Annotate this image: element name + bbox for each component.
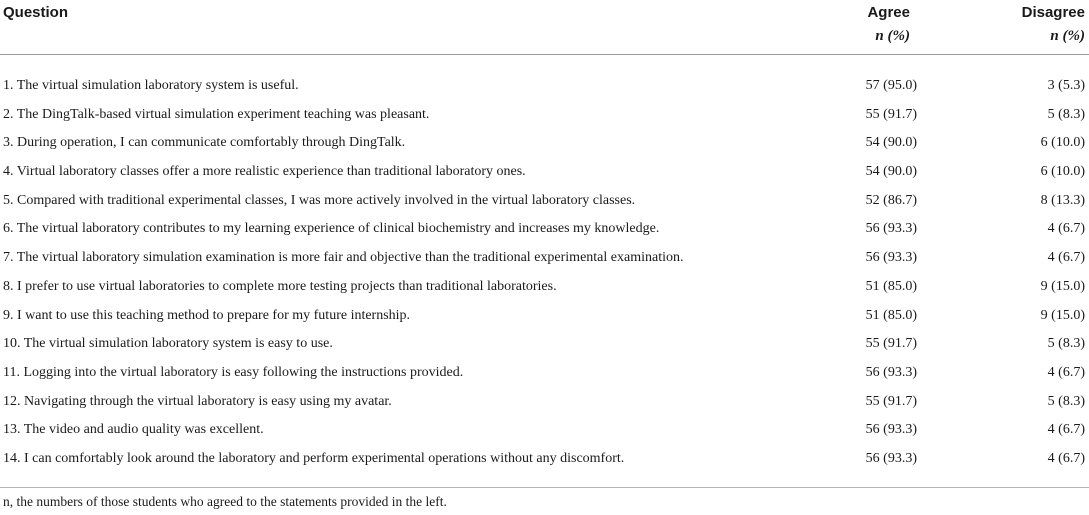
question-cell: 13. The video and audio quality was excellent. xyxy=(3,422,264,438)
question-cell: 1. The virtual simulation laboratory system is useful. xyxy=(3,78,299,93)
table-row xyxy=(0,302,1089,331)
header-agree: Agree xyxy=(867,4,910,21)
question-cell: 2. The DingTalk-based virtual simulation experiment teaching was pleasant. xyxy=(3,106,430,122)
question-cell: 12. Navigating through the virtual laboratory is easy using my avatar. xyxy=(3,393,392,409)
agree-cell: 51 (85.0) xyxy=(865,307,917,323)
agree-cell: 56 (93.3) xyxy=(865,364,917,380)
disagree-cell: 9 (15.0) xyxy=(1040,278,1085,294)
disagree-cell: 3 (5.3) xyxy=(1047,78,1085,93)
question-cell: 14. I can comfortably look around the laboratory and perform experimental operations without any discomfort. xyxy=(3,450,625,466)
agree-cell: 57 (95.0) xyxy=(865,78,917,93)
header-disagree: Disagree xyxy=(1021,4,1085,21)
table-row xyxy=(0,158,1089,187)
disagree-cell: 4 (6.7) xyxy=(1047,250,1085,266)
table-row xyxy=(0,330,1089,359)
table-row xyxy=(0,101,1089,130)
question-cell: 11. Logging into the virtual laboratory is easy following the instructions provided. xyxy=(3,364,464,380)
disagree-cell: 4 (6.7) xyxy=(1047,450,1085,466)
table-row xyxy=(0,445,1089,474)
disagree-cell: 5 (8.3) xyxy=(1047,106,1085,122)
agree-cell: 54 (90.0) xyxy=(865,135,917,151)
table-row xyxy=(0,273,1089,302)
question-cell: 4. Virtual laboratory classes offer a more realistic experience than traditional laboratory ones. xyxy=(3,164,526,180)
question-cell: 9. I want to use this teaching method to prepare for my future internship. xyxy=(3,307,411,323)
table-body xyxy=(0,72,1089,474)
agree-cell: 55 (91.7) xyxy=(865,106,917,122)
table-header xyxy=(0,0,1089,55)
table-row xyxy=(0,215,1089,244)
table-row xyxy=(0,416,1089,445)
table-row xyxy=(0,388,1089,417)
table-row xyxy=(0,187,1089,216)
question-cell: 10. The virtual simulation laboratory system is easy to use. xyxy=(3,336,333,352)
disagree-cell: 6 (10.0) xyxy=(1040,164,1085,180)
table-footer-divider xyxy=(0,487,1089,488)
disagree-cell: 9 (15.0) xyxy=(1040,307,1085,323)
question-cell: 6. The virtual laboratory contributes to my learning experience of clinical biochemistry and increases my knowledge. xyxy=(3,221,660,237)
header-question: Question xyxy=(3,4,69,21)
header-agree-unit: n (%) xyxy=(875,28,910,44)
agree-cell: 56 (93.3) xyxy=(865,422,917,438)
agree-cell: 55 (91.7) xyxy=(865,393,917,409)
question-cell: 3. During operation, I can communicate comfortably through DingTalk. xyxy=(3,135,406,151)
question-cell: 7. The virtual laboratory simulation examination is more fair and objective than the traditional experimental examination. xyxy=(3,250,684,266)
agree-cell: 54 (90.0) xyxy=(865,164,917,180)
question-cell: 8. I prefer to use virtual laboratories to complete more testing projects than traditional laboratories. xyxy=(3,278,557,294)
table-row xyxy=(0,359,1089,388)
agree-cell: 56 (93.3) xyxy=(865,221,917,237)
agree-cell: 56 (93.3) xyxy=(865,450,917,466)
table-footnote: n, the numbers of those students who agreed to the statements provided in the left. xyxy=(3,494,447,509)
question-cell: 5. Compared with traditional experimental classes, I was more actively involved in the virtual laboratory classes. xyxy=(3,192,636,208)
disagree-cell: 4 (6.7) xyxy=(1047,221,1085,237)
table-row xyxy=(0,72,1089,101)
table-row xyxy=(0,129,1089,158)
disagree-cell: 4 (6.7) xyxy=(1047,422,1085,438)
agree-cell: 55 (91.7) xyxy=(865,336,917,352)
disagree-cell: 8 (13.3) xyxy=(1040,192,1085,208)
disagree-cell: 6 (10.0) xyxy=(1040,135,1085,151)
disagree-cell: 4 (6.7) xyxy=(1047,364,1085,380)
disagree-cell: 5 (8.3) xyxy=(1047,393,1085,409)
disagree-cell: 5 (8.3) xyxy=(1047,336,1085,352)
header-disagree-unit: n (%) xyxy=(1050,28,1085,44)
agree-cell: 56 (93.3) xyxy=(865,250,917,266)
table-row xyxy=(0,244,1089,273)
agree-cell: 52 (86.7) xyxy=(865,192,917,208)
agree-cell: 51 (85.0) xyxy=(865,278,917,294)
